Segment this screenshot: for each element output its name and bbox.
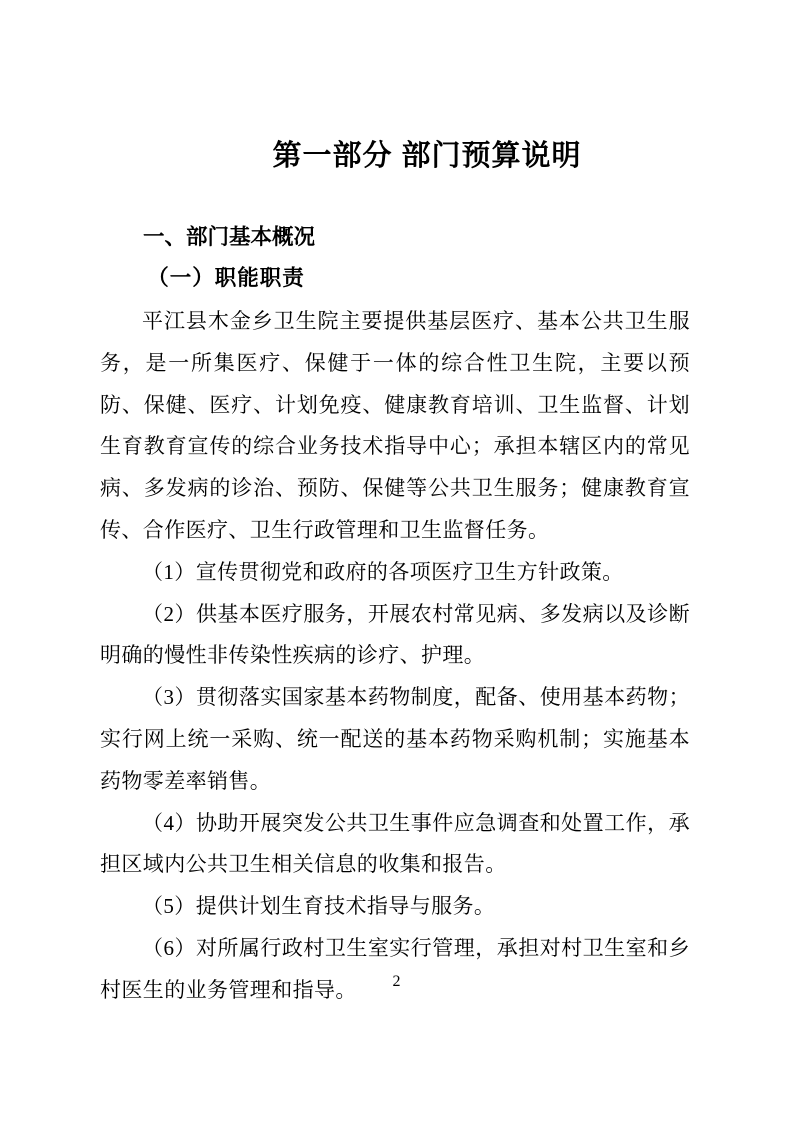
paragraph-item-1: （1）宣传贯彻党和政府的各项医疗卫生方针政策。 <box>142 559 624 584</box>
paragraph-item-4: （4）协助开展突发公共卫生事件应急调查和处置工作，承担区域内公共卫生相关信息的收集和报告。 <box>100 810 690 877</box>
page-number: 2 <box>392 973 401 990</box>
paragraph-overview: 平江县木金乡卫生院主要提供基层医疗、基本公共卫生服务，是一所集医疗、保健于一体的综合性卫生院，主要以预防、保健、医疗、计划免疫、健康教育培训、卫生监督、计划生育教育宣传的综合业务技术指导中心；承担本辖区内的常见病、多发病的诊治、预防、保健等公共卫生服务；健康教育宣传、合作医疗、卫生行政管理和卫生监督任务。 <box>100 309 690 542</box>
section-heading: 一、部门基本概况 <box>143 225 316 249</box>
paragraph-item-6: （6）对所属行政村卫生室实行管理，承担对村卫生室和乡村医生的业务管理和指导。 <box>100 935 690 1002</box>
body-text <box>100 301 690 1012</box>
document-title: 第一部分 部门预算说明 <box>272 140 582 172</box>
paragraph-item-2: （2）供基本医疗服务，开展农村常见病、多发病以及诊断明确的慢性非传染性疾病的诊疗、护理。 <box>100 601 690 668</box>
subsection-heading: （一）职能职责 <box>147 266 305 290</box>
document-content <box>100 136 690 1012</box>
paragraph-item-3: （3）贯彻落实国家基本药物制度，配备、使用基本药物；实行网上统一采购、统一配送的基本药物采购机制；实施基本药物零差率销售。 <box>100 685 690 793</box>
paragraph-item-5: （5）提供计划生育技术指导与服务。 <box>142 894 496 919</box>
